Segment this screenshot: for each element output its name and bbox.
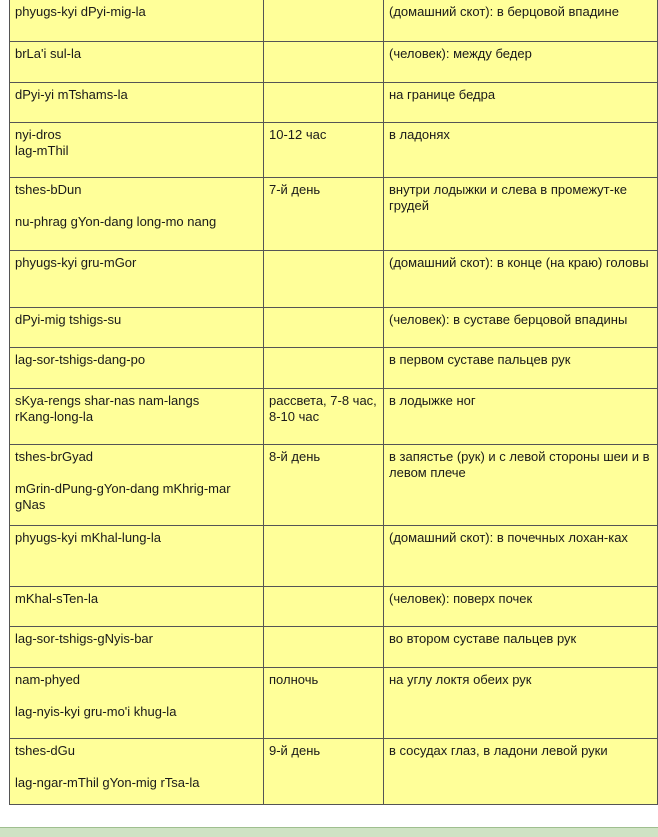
table-row	[10, 42, 658, 83]
cell-location: во втором суставе пальцев рук	[384, 627, 658, 668]
term-line: sKya-rengs shar-nas nam-langs	[15, 393, 200, 408]
cell-location: на углу локтя обеих рук	[384, 668, 658, 739]
table-row	[10, 587, 658, 627]
cell-time	[264, 348, 384, 389]
cell-location: (человек): поверх почек	[384, 587, 658, 627]
cell-location: в сосудах глаз, в ладони левой руки	[384, 739, 658, 805]
cell-term	[10, 627, 264, 668]
term-line: lag-sor-tshigs-gNyis-bar	[15, 631, 153, 646]
term-line: phyugs-kyi dPyi-mig-la	[15, 4, 146, 19]
line-gap	[15, 688, 258, 704]
cell-term	[10, 526, 264, 587]
cell-term	[10, 348, 264, 389]
table-row	[10, 308, 658, 348]
table-row	[10, 739, 658, 805]
term-line: lag-ngar-mThil gYon-mig rTsa-la	[15, 775, 200, 790]
cell-location: (домашний скот): в конце (на краю) головы	[384, 251, 658, 308]
cell-term	[10, 42, 264, 83]
term-line: lag-sor-tshigs-dang-po	[15, 352, 146, 367]
cell-term	[10, 668, 264, 739]
cell-time	[264, 42, 384, 83]
term-line: nyi-dros	[15, 127, 62, 142]
line-gap	[15, 465, 258, 481]
cell-location: (домашний скот): в берцовой впадине	[384, 0, 658, 42]
cell-time	[264, 627, 384, 668]
term-line: mGrin-dPung-gYon-dang mKhrig-mar gNas	[15, 481, 231, 512]
line-gap	[15, 198, 258, 214]
cell-location: в лодыжке ног	[384, 389, 658, 445]
cell-time: 9-й день	[264, 739, 384, 805]
cell-time	[264, 587, 384, 627]
schedule-table	[9, 0, 658, 805]
window-bottom-edge	[0, 827, 658, 837]
cell-time: рассвета, 7-8 час, 8-10 час	[264, 389, 384, 445]
cell-location: в ладонях	[384, 123, 658, 178]
term-line: phyugs-kyi gru-mGor	[15, 255, 137, 270]
cell-location: в первом суставе пальцев рук	[384, 348, 658, 389]
cell-time: 10-12 час	[264, 123, 384, 178]
cell-time	[264, 251, 384, 308]
table-row	[10, 178, 658, 251]
cell-time	[264, 526, 384, 587]
cell-location: (домашний скот): в почечных лохан-ках	[384, 526, 658, 587]
cell-term	[10, 389, 264, 445]
cell-location: внутри лодыжки и слева в промежут-ке грудей	[384, 178, 658, 251]
term-line: nu-phrag gYon-dang long-mo nang	[15, 214, 217, 229]
table-row	[10, 83, 658, 123]
term-line: tshes-brGyad	[15, 449, 94, 464]
cell-location: (человек): между бедер	[384, 42, 658, 83]
table-row	[10, 348, 658, 389]
term-line: tshes-bDun	[15, 182, 82, 197]
cell-location: на границе бедра	[384, 83, 658, 123]
cell-term	[10, 587, 264, 627]
table-row	[10, 251, 658, 308]
cell-term	[10, 739, 264, 805]
cell-time: полночь	[264, 668, 384, 739]
line-gap	[15, 759, 258, 775]
table-row	[10, 526, 658, 587]
term-line: dPyi-yi mTshams-la	[15, 87, 128, 102]
term-line: tshes-dGu	[15, 743, 75, 758]
cell-time	[264, 0, 384, 42]
term-line: rKang-long-la	[15, 409, 94, 424]
table-row	[10, 445, 658, 526]
cell-term	[10, 123, 264, 178]
table-row	[10, 389, 658, 445]
cell-term	[10, 308, 264, 348]
term-line: lag-mThil	[15, 143, 69, 158]
cell-term	[10, 83, 264, 123]
table-row	[10, 627, 658, 668]
cell-term	[10, 445, 264, 526]
term-line: phyugs-kyi mKhal-lung-la	[15, 530, 161, 545]
cell-term	[10, 251, 264, 308]
table-row	[10, 668, 658, 739]
table-row	[10, 0, 658, 42]
cell-location: (человек): в суставе берцовой впадины	[384, 308, 658, 348]
table-row	[10, 123, 658, 178]
term-line: dPyi-mig tshigs-su	[15, 312, 122, 327]
cell-time	[264, 83, 384, 123]
cell-time	[264, 308, 384, 348]
cell-term	[10, 178, 264, 251]
cell-location: в запястье (рук) и с левой стороны шеи и в левом плече	[384, 445, 658, 526]
term-line: brLa'i sul-la	[15, 46, 82, 61]
cell-time: 7-й день	[264, 178, 384, 251]
cell-time: 8-й день	[264, 445, 384, 526]
term-line: mKhal-sTen-la	[15, 591, 99, 606]
term-line: nam-phyed	[15, 672, 81, 687]
cell-term	[10, 0, 264, 42]
term-line: lag-nyis-kyi gru-mo'i khug-la	[15, 704, 177, 719]
